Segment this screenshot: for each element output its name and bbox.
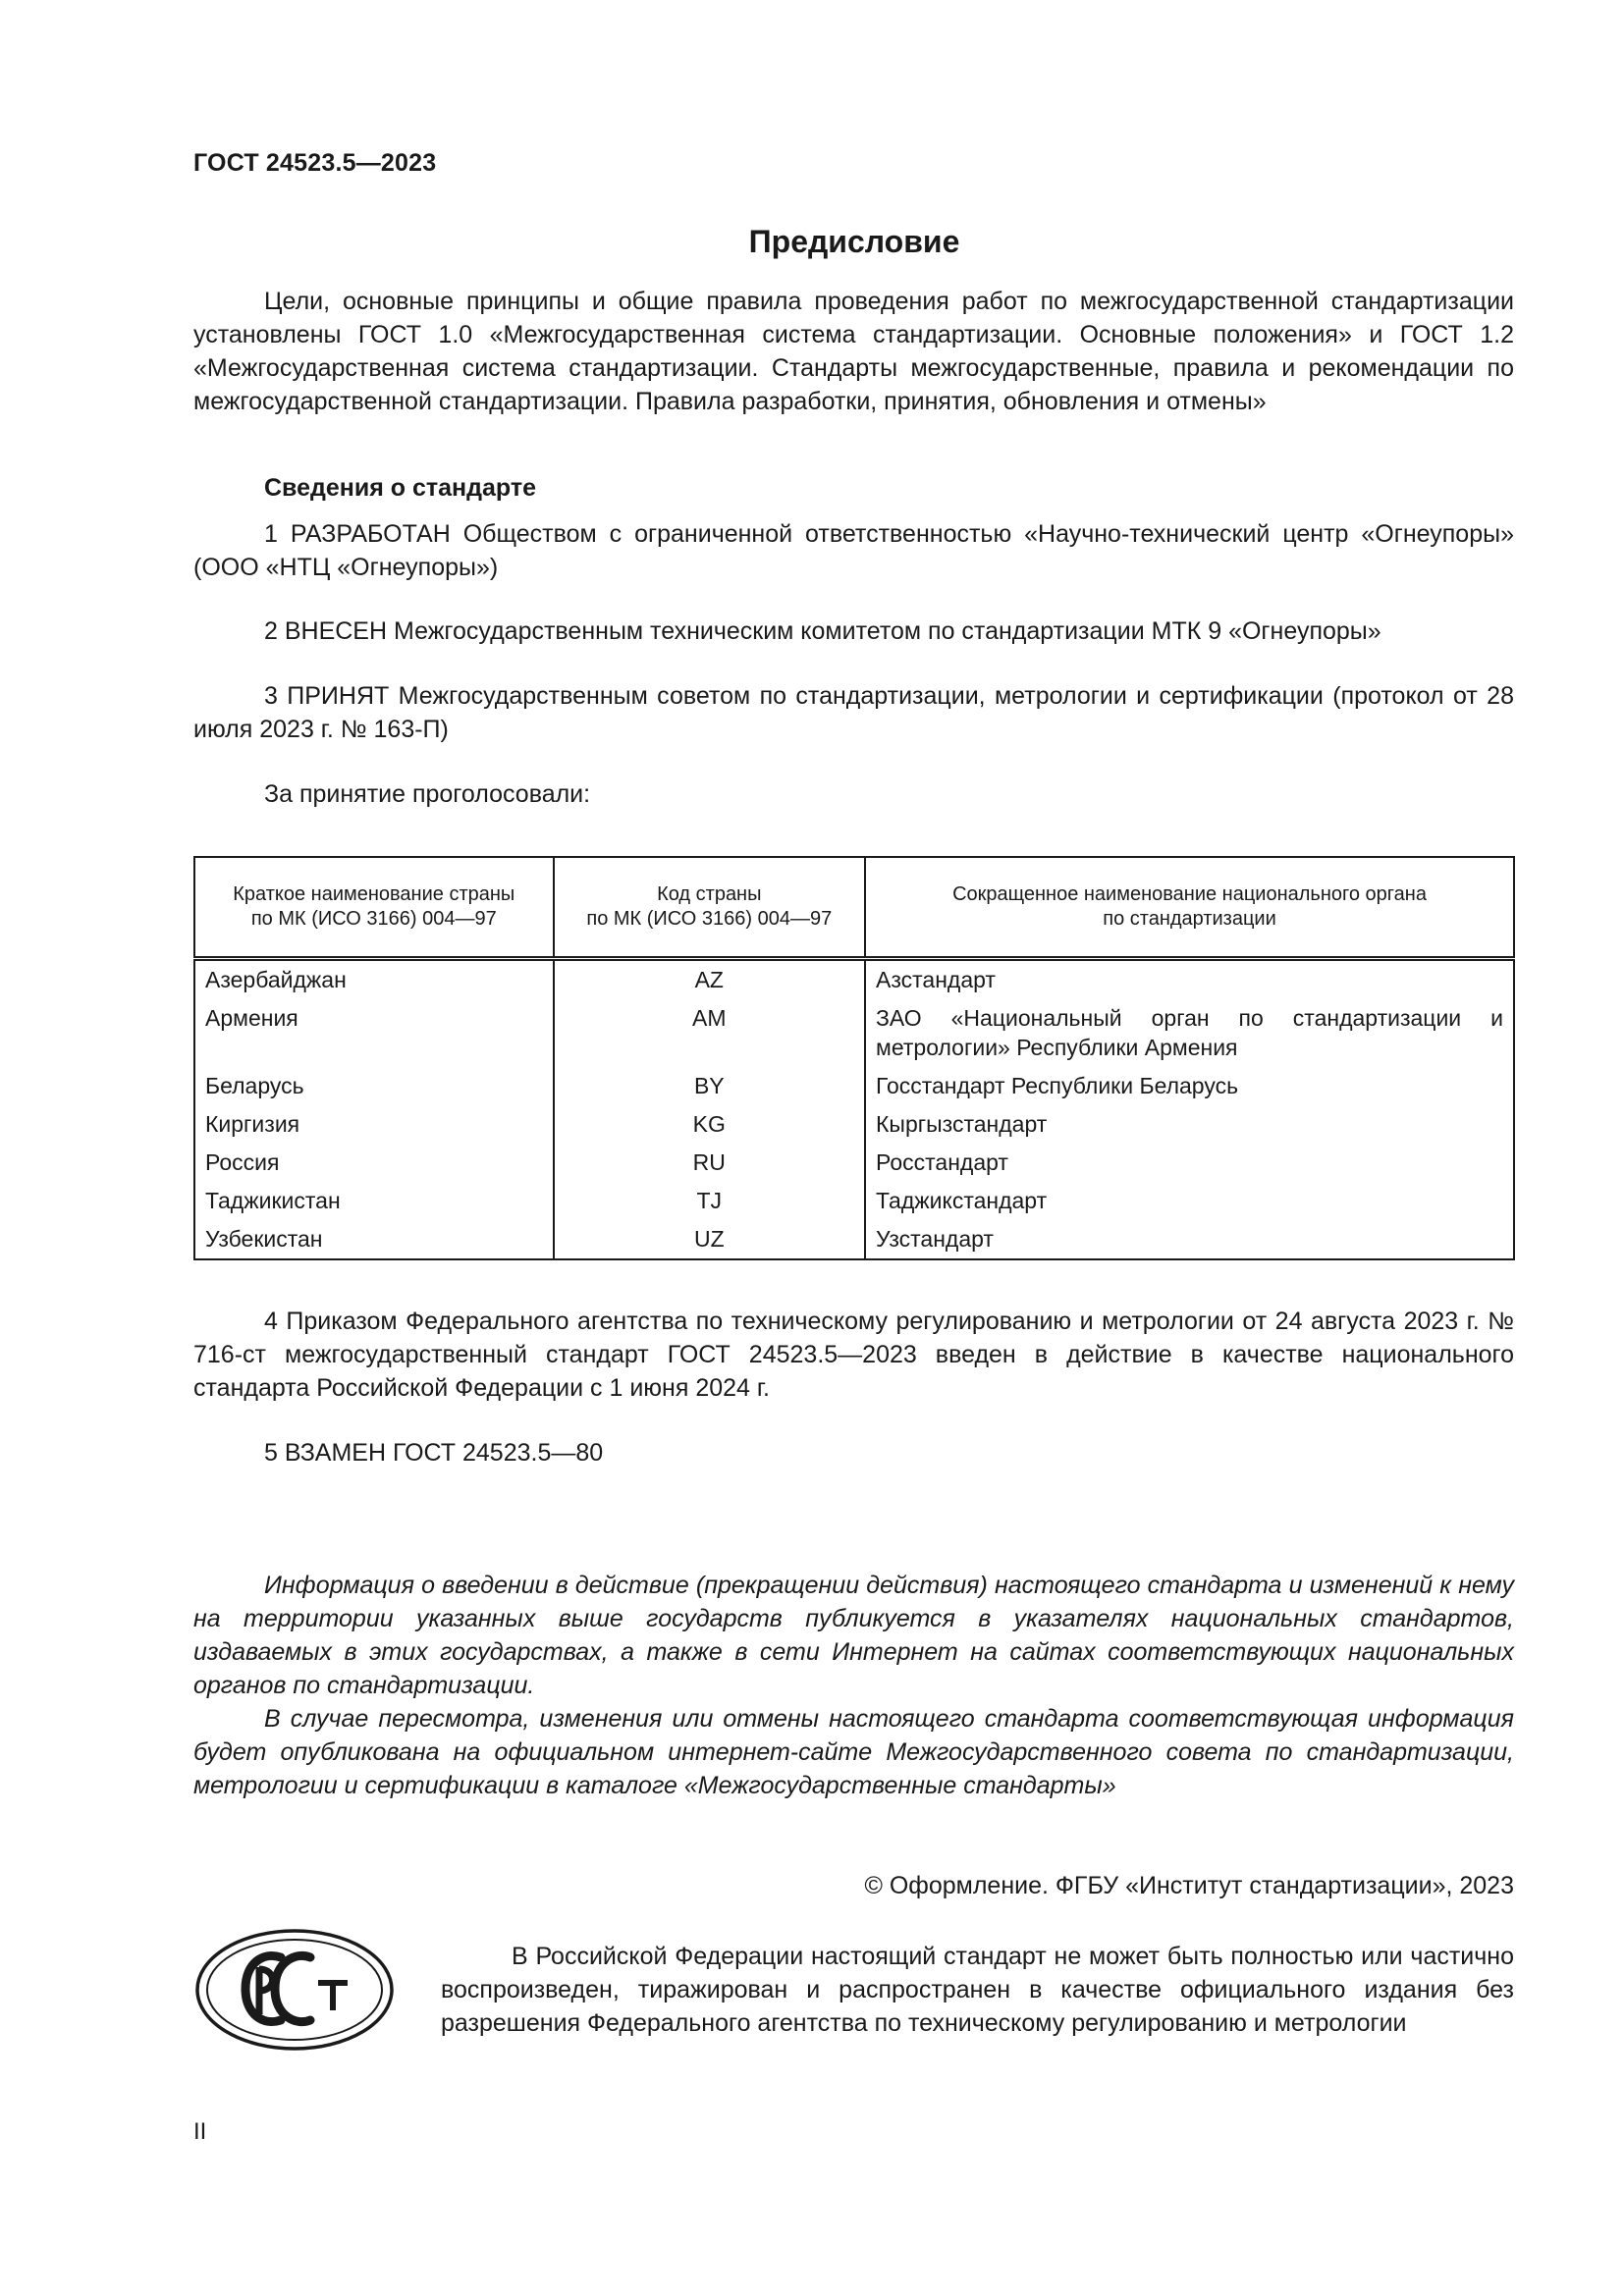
page-title: Предисловие bbox=[748, 224, 960, 259]
code-cell: AZ bbox=[554, 959, 865, 1000]
item-2-block bbox=[193, 614, 1514, 648]
page-number: II bbox=[193, 2118, 207, 2145]
organization-cell: Таджикстандарт bbox=[876, 1188, 1048, 1213]
item-4: 4 Приказом Федерального агентства по техническому регулированию и метрологии от 24 августа 2023 г. № 716-ст межгосударственный стандарт ГОСТ 24523.5—2023 введен в действие в качестве национального стандарта Российской Федерации с 1 июня 2024 г. bbox=[193, 1308, 1514, 1402]
code-cell: UZ bbox=[554, 1220, 865, 1259]
code-cell: KG bbox=[554, 1105, 865, 1144]
country-cell: Армения bbox=[194, 999, 554, 1067]
standard-header: ГОСТ 24523.5—2023 bbox=[193, 149, 437, 177]
code-cell: RU bbox=[554, 1144, 865, 1182]
table-row bbox=[194, 1144, 1514, 1182]
header-code bbox=[554, 857, 865, 959]
item-3: 3 ПРИНЯТ Межгосударственным советом по стандартизации, метрологии и сертификации (протокол от 28 июля 2023 г. № 163-П) bbox=[193, 682, 1514, 743]
country-cell: Беларусь bbox=[194, 1067, 554, 1105]
voted-block bbox=[193, 777, 1514, 811]
intro-paragraph: Цели, основные принципы и общие правила проведения работ по межгосударственной стандартизации установлены ГОСТ 1.0 «Межгосударственная система стандартизации. Основные положения» и ГОСТ 1.2 «Межгосударственная система стандартизации. Стандарты межгосударственные, правила и рекомендации по межгосударственной стандартизации. Правила разработки, принятия, обновления и отмены» bbox=[193, 288, 1514, 415]
organization-cell: Госстандарт Республики Беларусь bbox=[876, 1073, 1239, 1098]
country-cell: Узбекистан bbox=[194, 1220, 554, 1259]
item-2: 2 ВНЕСЕН Межгосударственным техническим комитетом по стандартизации МТК 9 «Огнеупоры» bbox=[264, 617, 1381, 645]
organization-cell: ЗАО «Национальный орган по стандартизации и метрологии» Республики Армения bbox=[876, 1005, 1503, 1060]
item-1-block bbox=[193, 517, 1514, 584]
info-paragraph-1: Информация о введении в действие (прекращении действия) настоящего стандарта и изменений к нему на территории указанных выше государств публикуется в указателях национальных стандартов, издаваемых в этих государствах, а также в сети Интернет на сайтах соответствующих национальных органов по стандартизации. bbox=[193, 1572, 1514, 1699]
header-organization-line2: по стандартизации bbox=[1103, 908, 1276, 930]
item-4-block bbox=[193, 1305, 1514, 1405]
code-cell: BY bbox=[554, 1067, 865, 1105]
header-organization-line1: Сокращенное наименование национального органа bbox=[952, 883, 1427, 905]
copyright-line: © Оформление. ФГБУ «Институт стандартизации», 2023 bbox=[864, 1872, 1514, 1899]
reproduction-notice: В Российской Федерации настоящий стандарт не может быть полностью или частично воспроизведен, тиражирован и распространен в качестве официального издания без разрешения Федерального агентства по техническому регулированию и метрологии bbox=[441, 1943, 1514, 2037]
organization-cell: Узстандарт bbox=[876, 1226, 994, 1252]
info-heading-block bbox=[193, 471, 1514, 505]
code-cell: AM bbox=[554, 999, 865, 1067]
table-row bbox=[194, 1067, 1514, 1105]
voted-label: За принятие проголосовали: bbox=[264, 780, 591, 808]
organization-cell: Росстандарт bbox=[876, 1149, 1008, 1175]
header-country bbox=[194, 857, 554, 959]
country-cell: Азербайджан bbox=[194, 959, 554, 1000]
header-country-line1: Краткое наименование страны bbox=[233, 883, 515, 905]
voting-table bbox=[193, 856, 1515, 1260]
intro-block bbox=[193, 285, 1514, 418]
organization-cell: Азстандарт bbox=[876, 967, 996, 992]
table-row bbox=[194, 999, 1514, 1067]
code-cell: TJ bbox=[554, 1182, 865, 1220]
organization-cell: Кыргызстандарт bbox=[876, 1111, 1048, 1137]
table-header-row bbox=[194, 857, 1514, 959]
item-1: 1 РАЗРАБОТАН Обществом с ограниченной ответственностью «Научно-технический центр «Огнеупоры» (ООО «НТЦ «Огнеупоры») bbox=[193, 520, 1514, 581]
item-3-block bbox=[193, 679, 1514, 746]
table-row bbox=[194, 1220, 1514, 1259]
country-cell: Таджикистан bbox=[194, 1182, 554, 1220]
header-code-line2: по МК (ИСО 3166) 004—97 bbox=[586, 908, 833, 930]
header-code-line1: Код страны bbox=[657, 883, 762, 905]
country-cell: Россия bbox=[194, 1144, 554, 1182]
table-row bbox=[194, 1105, 1514, 1144]
table-row bbox=[194, 959, 1514, 1000]
country-cell: Киргизия bbox=[194, 1105, 554, 1144]
rst-logo-icon bbox=[194, 1928, 395, 2052]
info-paragraph-2: В случае пересмотра, изменения или отмены настоящего стандарта соответствующая информация будет опубликована на официальном интернет-сайте Межгосударственного совета по стандартизации, метрологии и сертификации в каталоге «Межгосударственные стандарты» bbox=[193, 1705, 1514, 1799]
header-organization bbox=[865, 857, 1514, 959]
info-heading: Сведения о стандарте bbox=[264, 474, 537, 502]
table-row bbox=[194, 1182, 1514, 1220]
item-5-block bbox=[193, 1436, 1514, 1469]
info-italic-block bbox=[193, 1569, 1514, 1802]
header-country-line2: по МК (ИСО 3166) 004—97 bbox=[250, 908, 497, 930]
item-5: 5 ВЗАМЕН ГОСТ 24523.5—80 bbox=[264, 1439, 604, 1467]
